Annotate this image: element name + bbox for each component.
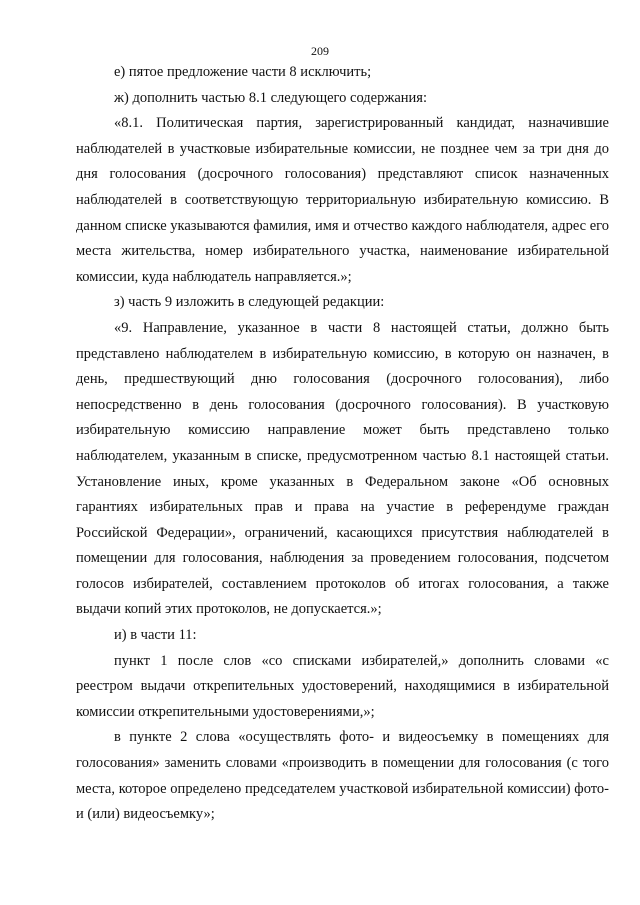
- document-body: [76, 60, 609, 828]
- paragraph-8-1-text: «8.1. Политическая партия, зарегистрированный кандидат, назначившие наблюдателей в участковые избирательные комиссии, не позднее чем за три дня до дня голосования (досрочного голосования) представляют список назначенных наблюдателей в соответствующую территориальную избирательную комиссию. В данном списке указываются фамилия, имя и отчество каждого наблюдателя, адрес его места жительства, номер избирательного участка, наименование избирательной комиссии, куда наблюдатель направляется.»;: [76, 115, 609, 285]
- paragraph-i: и) в части 11:: [114, 627, 197, 644]
- paragraph-9-text: «9. Направление, указанное в части 8 настоящей статьи, должно быть представлено наблюдателем в избирательную комиссию, в которую он назначен, в день, предшествующий дню голосования (досрочного голосования), либо непосредственно в день голосования (досрочного голосования). В участковую избирательную комиссию направление может быть представлено только наблюдателем, указанным в списке, предусмотренном частью 8.1 настоящей статьи. Установление иных, кроме указанных в Федеральном законе «Об основных гарантиях избирательных прав и права на участие в референдуме граждан Российской Федерации», ограничений, касающихся присутствия наблюдателей в помещении для голосования, наблюдения за проведением голосования, подсчетом голосов избирателей, составлением протоколов об итогах голосования, а также выдачи копий этих протоколов, не допускается.»;: [76, 319, 609, 618]
- page-number: 209: [311, 44, 329, 58]
- paragraph-e: е) пятое предложение части 8 исключить;: [114, 64, 372, 80]
- paragraph-z: з) часть 9 изложить в следующей редакции:: [114, 294, 385, 311]
- paragraph-zh: ж) дополнить частью 8.1 следующего содержания:: [114, 89, 428, 106]
- paragraph-item-2: в пункте 2 слова «осуществлять фото- и видеосъемку в помещениях для голосования» заменить словами «производить в помещении для голосования (с того места, которое определено председателем участковой избирательной комиссии) фото- и (или) видеосъемку»;: [76, 729, 609, 823]
- paragraph-item-1: пункт 1 после слов «со списками избирателей,» дополнить словами «с реестром выдачи открепительных удостоверений, находящимися в избирательной комиссии открепительными удостоверениями,»;: [76, 652, 609, 720]
